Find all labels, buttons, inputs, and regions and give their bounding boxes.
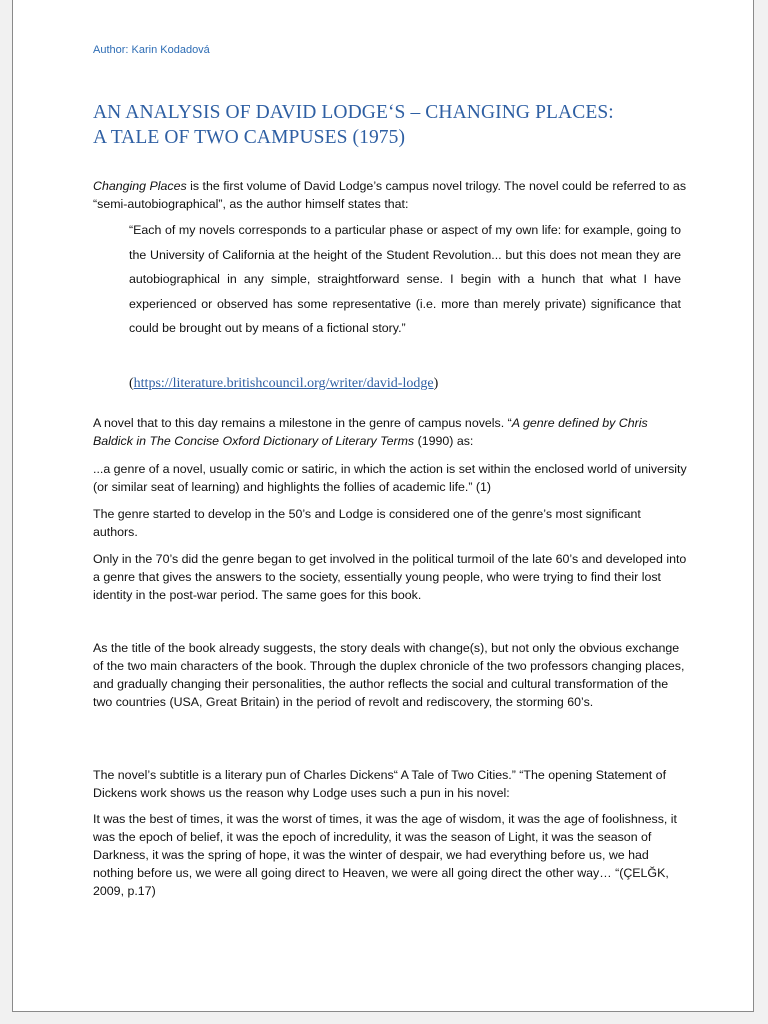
milestone-paragraph: [93, 414, 689, 450]
intro-paragraph: [93, 177, 689, 213]
intro-italic: Changing Places: [93, 179, 187, 193]
citation-link[interactable]: https://literature.britishcouncil.org/writer/david-lodge: [133, 376, 434, 391]
milestone-end: (1990) as:: [414, 434, 474, 448]
genre-start-paragraph: The genre started to develop in the 50’s and Lodge is considered one of the genre’s most significant authors.: [93, 507, 641, 539]
milestone-italic: A genre defined by Chris Baldick in The Concise Oxford Dictionary of Literary Terms: [93, 416, 648, 448]
citation-close: ): [433, 376, 439, 391]
definition-paragraph: ...a genre of a novel, usually comic or satiric, in which the action is set within the enclosed world of university (or similar seat of learning) and highlights the follies of academic life.” (1): [93, 462, 687, 494]
dickens-quote-paragraph: It was the best of times, it was the worst of times, it was the age of wisdom, it was the age of foolishness, it was the epoch of belief, it was the epoch of incredulity, it was the season of Light, it was the season of Darkness, it was the spring of hope, it was the winter of despair, we had everything before us, we had nothing before us, we were all going direct to Heaven, we were all going direct the other way… “(ÇELĞK, 2009, p.17): [93, 812, 677, 898]
citation: [129, 376, 438, 392]
document-page: [12, 0, 754, 1012]
seventies-paragraph: Only in the 70’s did the genre began to get involved in the political turmoil of the late 60’s and developed into a genre that gives the answers to the society, essentially young people, who were trying to find their lost identity in the post-war period. The same goes for this book.: [93, 552, 687, 602]
author-quote: “Each of my novels corresponds to a particular phase or aspect of my own life: for example, going to the University of California at the height of the Student Revolution... but this does not mean they are autobiographical in any simple, straightforward sense. I begin with a hunch that what I have experienced or observed has some representative (i.e. more than merely private) significance that could be brought out by means of a fictional story.”: [129, 223, 681, 335]
subtitle-paragraph: The novel’s subtitle is a literary pun of Charles Dickens“ A Tale of Two Cities.” “The opening Statement of Dickens work shows us the reason why Lodge uses such a pun in his novel:: [93, 768, 667, 800]
author-line: Author: Karin Kodadová: [93, 44, 210, 56]
milestone-text: A novel that to this day remains a milestone in the genre of campus novels. “: [93, 416, 512, 430]
title-line-2: A TALE OF TWO CAMPUSES (1975): [93, 127, 406, 148]
title-suggests-paragraph: As the title of the book already suggests, the story deals with change(s), but not only the obvious exchange of the two main characters of the book. Through the duplex chronicle of the two professors changing places, and gradually changing their personalities, the author reflects the social and cultural transformation of the two countries (USA, Great Britain) in the period of revolt and rediscovery, the storming 60’s.: [93, 641, 685, 709]
document-title: [93, 100, 693, 150]
title-line-1: AN ANALYSIS OF DAVID LODGE‘S – CHANGING PLACES:: [93, 102, 614, 123]
intro-text: is the first volume of David Lodge’s campus novel trilogy. The novel could be referred to as “semi-autobiographical”, as the author himself states that:: [93, 179, 687, 211]
citation-open: (: [129, 376, 134, 391]
